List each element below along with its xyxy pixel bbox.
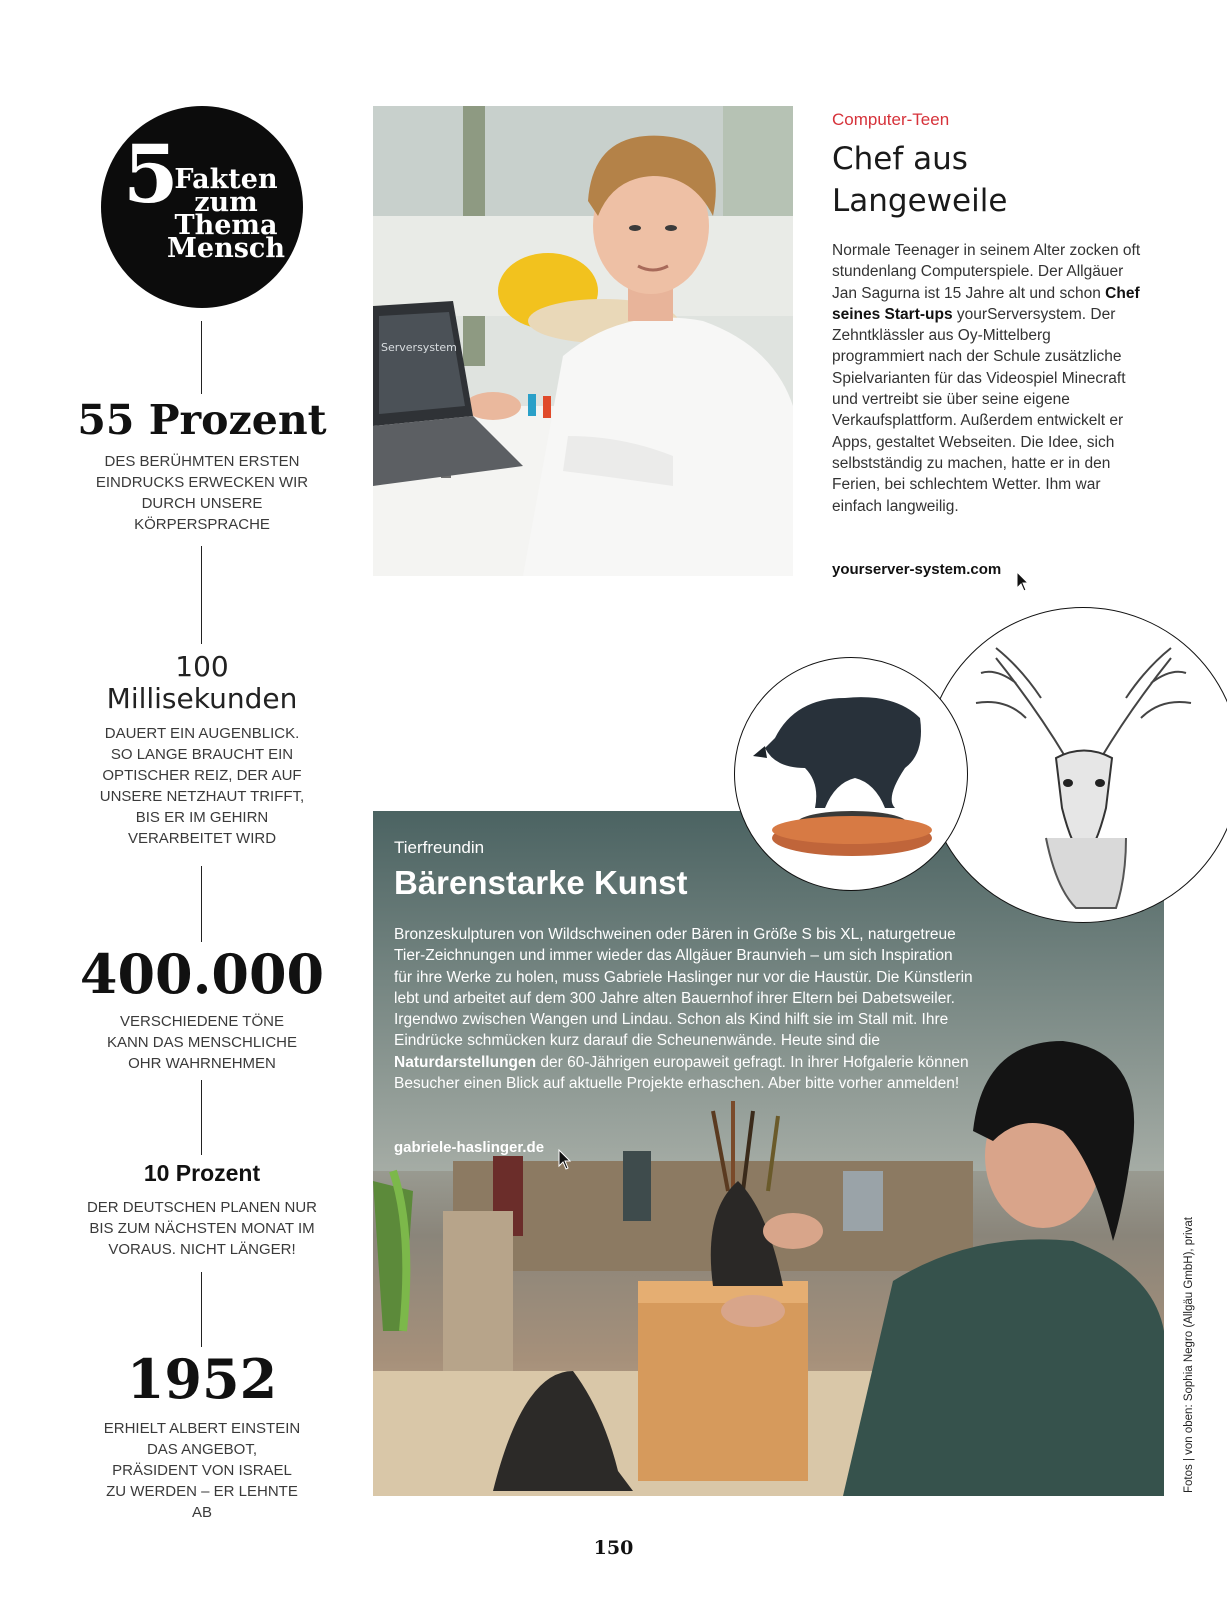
boar-sculpture-circle bbox=[734, 657, 968, 891]
page-number: 150 bbox=[593, 1537, 634, 1559]
laptop-screen-text: Serversystem bbox=[381, 341, 457, 354]
badge-line: Mensch bbox=[167, 233, 285, 264]
artist-website-link[interactable]: gabriele-haslinger.de bbox=[394, 1139, 545, 1156]
photo-credit: Fotos | von oben: Sophia Negro (Allgäu GmbH), privat bbox=[1183, 1217, 1195, 1493]
divider-line bbox=[201, 866, 202, 942]
fact-3 bbox=[72, 942, 332, 1074]
fact-description: ERHIELT ALBERT EINSTEIN DAS ANGEBOT, PRÄSIDENT VON ISRAEL ZU WERDEN – ER LEHNTE AB bbox=[103, 1420, 301, 1521]
fact-value: 55 Prozent bbox=[77, 396, 327, 444]
cursor-arrow-icon bbox=[558, 1149, 572, 1171]
teen-title bbox=[832, 138, 1162, 222]
fact-value: 100 bbox=[175, 650, 229, 683]
teen-title-line: Chef aus bbox=[832, 141, 968, 177]
teen-photo-illustration bbox=[373, 106, 793, 576]
teen-photo bbox=[373, 106, 793, 576]
teen-body bbox=[832, 240, 1142, 517]
art-body-bold: Naturdarstellungen bbox=[394, 1053, 537, 1071]
fact-value: 1952 bbox=[126, 1347, 278, 1411]
boar-sculpture-icon bbox=[735, 658, 968, 891]
badge-line: Thema bbox=[174, 210, 278, 241]
art-body-text: der 60-Jährigen europaweit gefragt. In ihrer Hofgalerie können Besucher einen Blick auf aktuelle Projekte erhaschen. Aber bitte vorher anmelden! bbox=[394, 1053, 969, 1093]
stag-drawing-circle bbox=[925, 607, 1227, 923]
teen-body-bold: Chef seines Start-ups bbox=[832, 284, 1140, 323]
fact-value: Millisekunden bbox=[106, 682, 298, 716]
badge-number: 5 bbox=[123, 127, 179, 221]
art-body-text: Bronzeskulpturen von Wildschweinen oder Bären in Größe S bis XL, naturgetreue Tier-Zeichnungen und immer wieder das Allgäuer Braunvieh – um sich Inspiration für ihre Werke zu holen, muss Gabriele Haslinger nur vor die Haustür. Die Künstlerin lebt und arbeitet auf dem 300 Jahre alten Bauernhof ihrer Eltern bei Dabetsweiler. Irgendwo zwischen Wangen und Lindau. Schon als Kind hilft sie im Stall mit. Ihre Eindrücke schmücken kurz darauf die Scheunenwände. Heute sind die bbox=[394, 926, 973, 1050]
teen-body-text: Normale Teenager in seinem Alter zocken oft stundenlang Computerspiele. Der Allgäuer Jan Sagurna ist 15 Jahre alt und schon bbox=[832, 242, 1141, 302]
divider-line bbox=[201, 321, 202, 394]
teen-body-text: yourServersystem. Der Zehntklässler aus Oy-Mittelberg programmiert nach der Schule zusätzliche Spielvarianten für das Videospiel Minecraft und vertreibt sie über seine eigene Verkaufsplattform. Außerdem entwickelt er Apps, gestaltet Webseiten. Die Idee, sich selbstständig zu machen, hatte er in den Ferien, bei schlechtem Wetter. Ihm war einfach langweilig. bbox=[832, 305, 1126, 515]
teen-website-link[interactable]: yourserver-system.com bbox=[832, 561, 1002, 578]
fact-value: 10 Prozent bbox=[143, 1160, 261, 1186]
art-body bbox=[394, 924, 974, 1094]
divider-line bbox=[201, 1272, 202, 1347]
divider-line bbox=[201, 1080, 202, 1155]
badge-line: Fakten bbox=[174, 164, 278, 195]
fact-1 bbox=[72, 396, 332, 535]
fact-description: DER DEUTSCHEN PLANEN NUR BIS ZUM NÄCHSTEN MONAT IM VORAUS. NICHT LÄNGER! bbox=[86, 1199, 318, 1258]
art-kicker: Tierfreundin bbox=[394, 838, 485, 857]
divider-line bbox=[201, 546, 202, 644]
fact-2 bbox=[72, 651, 332, 849]
cursor-arrow-icon bbox=[1016, 571, 1030, 593]
facts-badge bbox=[101, 106, 303, 308]
fact-description: VERSCHIEDENE TÖNE KANN DAS MENSCHLICHE OHR WAHRNEHMEN bbox=[106, 1013, 298, 1072]
teen-kicker: Computer-Teen bbox=[832, 110, 950, 129]
badge-title bbox=[161, 164, 291, 264]
badge-line: zum bbox=[194, 187, 258, 218]
fact-value: 400.000 bbox=[79, 942, 325, 1006]
art-title: Bärenstarke Kunst bbox=[394, 864, 688, 901]
fact-4 bbox=[72, 1160, 332, 1260]
fact-description: DES BERÜHMTEN ERSTEN EINDRUCKS ERWECKEN WIR DURCH UNSERE KÖRPERSPRACHE bbox=[95, 453, 309, 533]
fact-5 bbox=[72, 1347, 332, 1523]
stag-drawing-icon bbox=[926, 608, 1227, 923]
fact-description: DAUERT EIN AUGENBLICK. SO LANGE BRAUCHT EIN OPTISCHER REIZ, DER AUF UNSERE NETZHAUT TRIFFT, BIS ER IM GEHIRN VERARBEITET WIRD bbox=[99, 725, 305, 848]
teen-title-line: Langeweile bbox=[832, 183, 1008, 219]
